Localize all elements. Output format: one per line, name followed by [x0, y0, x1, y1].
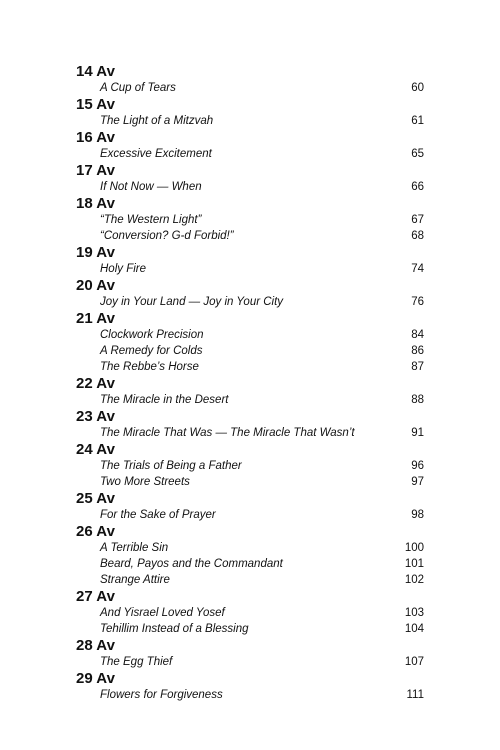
toc-entry-title: Clockwork Precision [100, 329, 204, 341]
toc-entry-title: A Remedy for Colds [100, 345, 203, 357]
toc-entry-page-number: 66 [411, 181, 424, 193]
toc-entry-page-number: 87 [411, 361, 424, 373]
toc-entry[interactable] [76, 654, 424, 670]
toc-entry-title: And Yisrael Loved Yosef [100, 607, 225, 619]
toc-entry-title: Tehillim Instead of a Blessing [100, 623, 249, 635]
toc-entry-page-number: 102 [404, 574, 424, 586]
toc-day-heading: 17 Av [76, 162, 115, 179]
toc-entry-page-number: 104 [404, 623, 424, 635]
toc-entry[interactable] [76, 343, 424, 359]
toc-entry-page-number: 88 [411, 394, 424, 406]
toc-entry[interactable] [76, 392, 424, 408]
toc-entry[interactable] [76, 327, 424, 343]
toc-entry-title: Flowers for Forgiveness [100, 689, 223, 701]
toc-day-heading: 24 Av [76, 441, 115, 458]
toc-entry-page-number: 111 [406, 689, 424, 701]
toc-day-heading: 26 Av [76, 523, 115, 540]
toc-entry[interactable] [76, 474, 424, 490]
toc-entry-page-number: 97 [411, 476, 424, 488]
toc-entry[interactable] [76, 572, 424, 588]
toc-entry-title: The Miracle in the Desert [100, 394, 229, 406]
toc-entry[interactable] [76, 687, 424, 703]
toc-section [76, 96, 424, 129]
toc-section [76, 523, 424, 588]
toc-entry-title: Excessive Excitement [100, 148, 212, 160]
toc-section [76, 277, 424, 310]
toc-entry-title: The Trials of Being a Father [100, 460, 242, 472]
toc-entry-page-number: 100 [404, 542, 424, 554]
toc-entry-page-number: 101 [404, 558, 424, 570]
toc-entry-title: Strange Attire [100, 574, 170, 586]
toc-day-heading: 28 Av [76, 637, 115, 654]
toc-entry-page-number: 103 [404, 607, 424, 619]
toc-section [76, 310, 424, 375]
toc-entry-page-number: 74 [411, 263, 424, 275]
toc-day-heading: 18 Av [76, 195, 115, 212]
toc-entry-title: If Not Now — When [100, 181, 202, 193]
toc-day-heading: 19 Av [76, 244, 115, 261]
toc-entry-page-number: 60 [411, 82, 424, 94]
toc-day-heading: 15 Av [76, 96, 115, 113]
toc-entry[interactable] [76, 228, 424, 244]
toc-section [76, 588, 424, 637]
toc-section [76, 490, 424, 523]
toc-entry[interactable] [76, 605, 424, 621]
toc-entry[interactable] [76, 540, 424, 556]
toc-entry-title: “The Western Light” [100, 214, 202, 226]
toc-entry-title: “Conversion? G-d Forbid!” [100, 230, 234, 242]
toc-entry-title: Two More Streets [100, 476, 190, 488]
toc-entry[interactable] [76, 556, 424, 572]
toc-entry-page-number: 98 [411, 509, 424, 521]
toc-entry-title: A Terrible Sin [100, 542, 169, 554]
toc-day-heading: 27 Av [76, 588, 115, 605]
toc-entry-page-number: 91 [411, 427, 424, 439]
toc-entry[interactable] [76, 80, 424, 96]
toc-entry-page-number: 86 [411, 345, 424, 357]
toc-section [76, 195, 424, 244]
toc-entry[interactable] [76, 179, 424, 195]
toc-entry[interactable] [76, 113, 424, 129]
toc-section [76, 129, 424, 162]
toc-entry-page-number: 76 [411, 296, 424, 308]
toc-entry-title: Holy Fire [100, 263, 147, 275]
toc-entry-title: Joy in Your Land — Joy in Your City [100, 296, 284, 308]
toc-day-heading: 20 Av [76, 277, 115, 294]
toc-day-heading: 29 Av [76, 670, 115, 687]
toc-entry[interactable] [76, 294, 424, 310]
toc-day-heading: 22 Av [76, 375, 115, 392]
toc-entry-title: The Rebbe’s Horse [100, 361, 199, 373]
toc-entry-page-number: 84 [411, 329, 424, 341]
toc-entry[interactable] [76, 359, 424, 375]
toc-entry-title: A Cup of Tears [100, 82, 176, 94]
toc-entry-page-number: 107 [404, 656, 424, 668]
toc-entry-page-number: 67 [411, 214, 424, 226]
table-of-contents [76, 63, 424, 703]
toc-section [76, 375, 424, 408]
toc-entry[interactable] [76, 458, 424, 474]
toc-section [76, 408, 424, 441]
toc-entry-page-number: 96 [411, 460, 424, 472]
toc-section [76, 670, 424, 703]
toc-entry[interactable] [76, 146, 424, 162]
toc-entry-title: The Miracle That Was — The Miracle That Wasn’t [100, 427, 355, 439]
toc-section [76, 63, 424, 96]
toc-day-heading: 23 Av [76, 408, 115, 425]
toc-entry[interactable] [76, 621, 424, 637]
toc-section [76, 244, 424, 277]
toc-section [76, 441, 424, 490]
toc-day-heading: 21 Av [76, 310, 115, 327]
toc-section [76, 162, 424, 195]
toc-day-heading: 25 Av [76, 490, 115, 507]
toc-day-heading: 16 Av [76, 129, 115, 146]
toc-entry[interactable] [76, 261, 424, 277]
toc-section [76, 637, 424, 670]
toc-entry-page-number: 65 [411, 148, 424, 160]
toc-entry-title: Beard, Payos and the Commandant [100, 558, 283, 570]
toc-entry-page-number: 68 [411, 230, 424, 242]
toc-entry-title: The Light of a Mitzvah [100, 115, 214, 127]
toc-day-heading: 14 Av [76, 63, 115, 80]
toc-entry-page-number: 61 [411, 115, 424, 127]
toc-entry-title: The Egg Thief [100, 656, 173, 668]
toc-entry-title: For the Sake of Prayer [100, 509, 216, 521]
toc-entry[interactable] [76, 507, 424, 523]
toc-entry[interactable] [76, 212, 424, 228]
toc-entry[interactable] [76, 425, 424, 441]
